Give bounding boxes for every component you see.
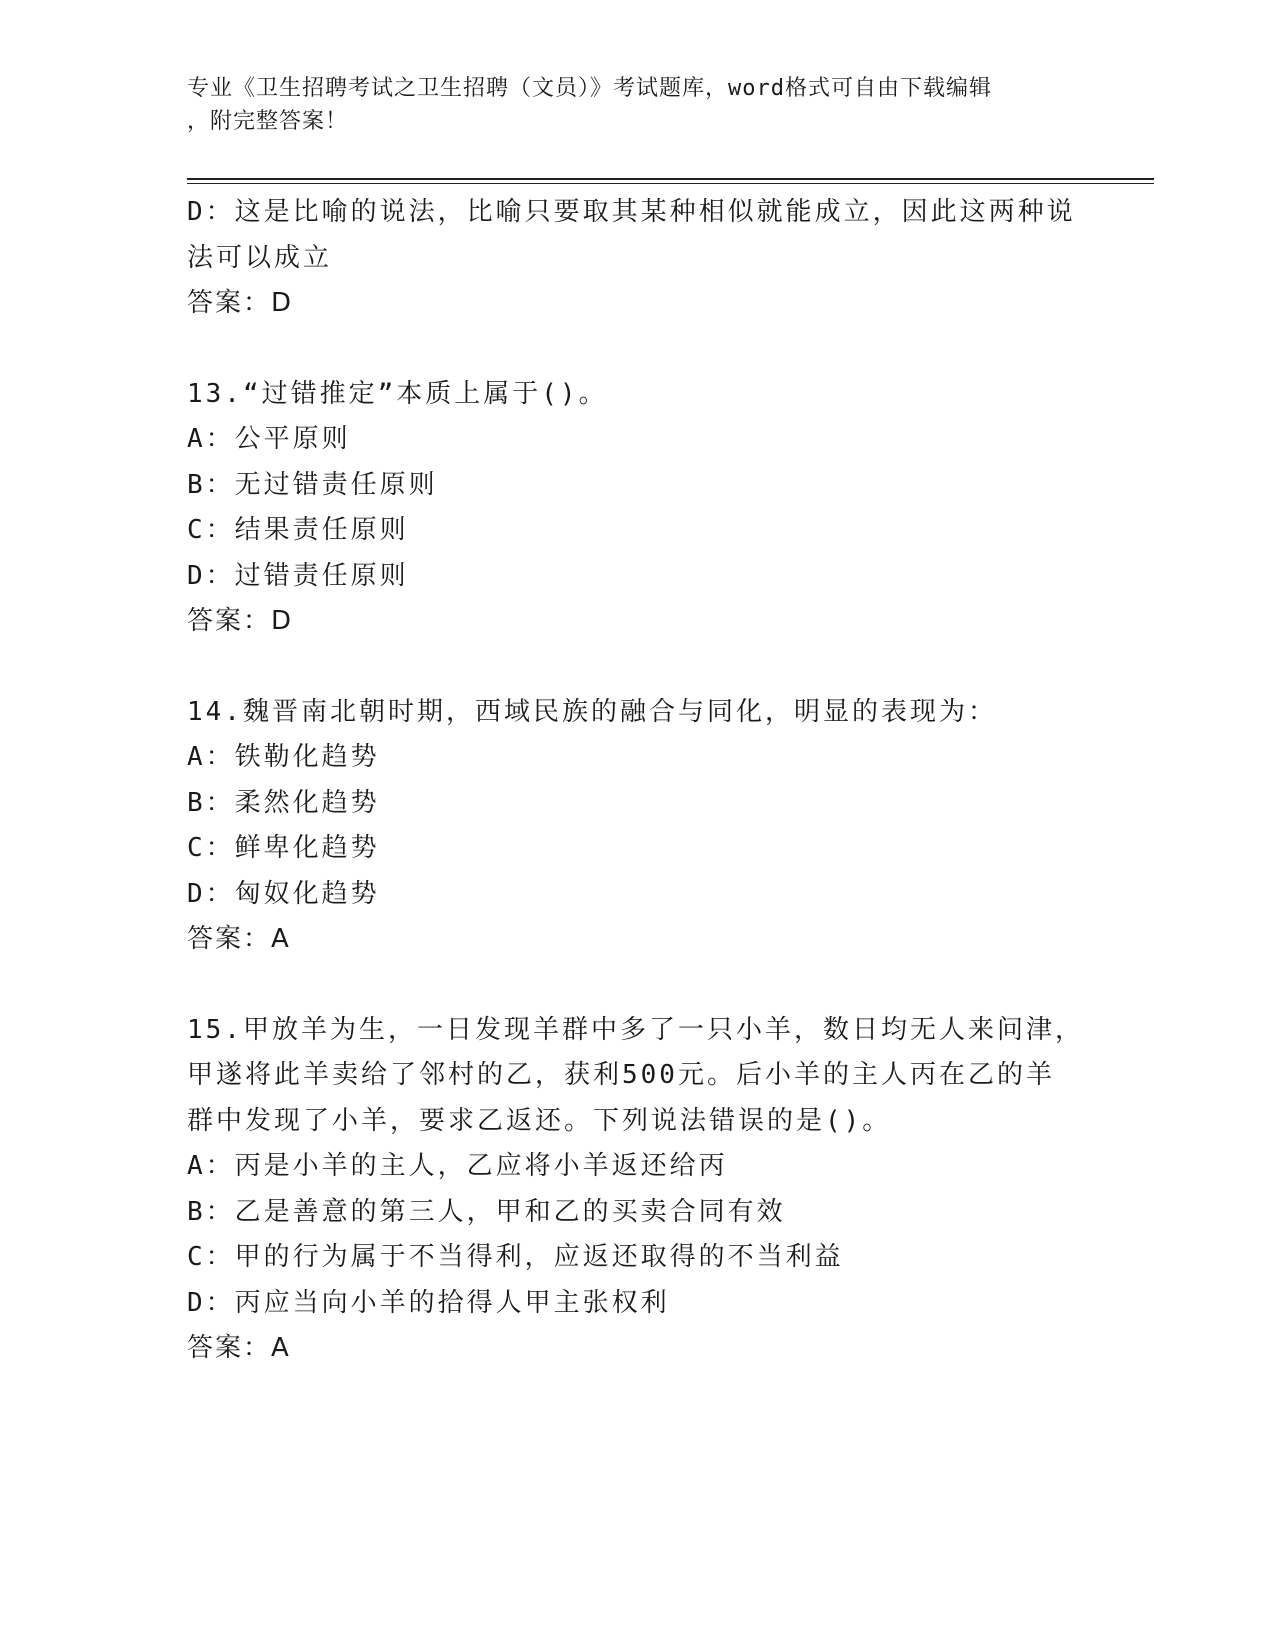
answer: 答案：D (187, 288, 294, 318)
header-line-2: ，附完整答案！ (187, 109, 349, 134)
question-14 (187, 690, 1087, 963)
header-rule-thick (187, 178, 1154, 180)
option-d-continued: 法可以成立 (187, 242, 333, 273)
option-b: B：乙是善意的第三人，甲和乙的买卖合同有效 (187, 1196, 786, 1227)
header-rule-thin (187, 183, 1154, 184)
option-c: C：甲的行为属于不当得利，应返还取得的不当利益 (187, 1242, 844, 1272)
option-d: D：过错责任原则 (187, 560, 409, 591)
option-c: C：结果责任原则 (187, 515, 409, 545)
answer: 答案：A (187, 924, 291, 954)
answer: 答案：A (187, 1333, 291, 1363)
question-stem-line-2: 甲遂将此羊卖给了邻村的乙，获利500元。后小羊的主人丙在乙的羊 (187, 1060, 1055, 1090)
option-c: C：鲜卑化趋势 (187, 833, 380, 863)
question-13 (187, 372, 1087, 645)
option-d: D：这是比喻的说法，比喻只要取其某种相似就能成立，因此这两种说 (187, 197, 1076, 227)
question-stem-line-3: 群中发现了小羊，要求乙返还。下列说法错误的是()。 (187, 1105, 892, 1136)
option-d: D：匈奴化趋势 (187, 878, 380, 909)
option-a: A：铁勒化趋势 (187, 742, 380, 772)
option-a: A：丙是小羊的主人，乙应将小羊返还给丙 (187, 1151, 728, 1181)
answer: 答案：D (187, 606, 294, 636)
question-stem-line-1: 15.甲放羊为生，一日发现羊群中多了一只小羊，数日均无人来问津， (187, 1014, 1084, 1045)
option-d: D：丙应当向小羊的拾得人甲主张权利 (187, 1287, 670, 1318)
question-15 (187, 1008, 1087, 1372)
option-a: A：公平原则 (187, 424, 351, 454)
option-b: B：无过错责任原则 (187, 469, 438, 500)
question-12-tail (187, 190, 1087, 327)
document-body (187, 190, 1087, 1372)
question-stem: 14.魏晋南北朝时期，西域民族的融合与同化，明显的表现为： (187, 696, 997, 727)
question-stem: 13.“过错推定”本质上属于()。 (187, 378, 608, 409)
header-line-1: 专业《卫生招聘考试之卫生招聘（文员）》考试题库，word格式可自由下载编辑 (187, 76, 992, 101)
option-b: B：柔然化趋势 (187, 787, 380, 818)
document-header (187, 72, 1067, 138)
